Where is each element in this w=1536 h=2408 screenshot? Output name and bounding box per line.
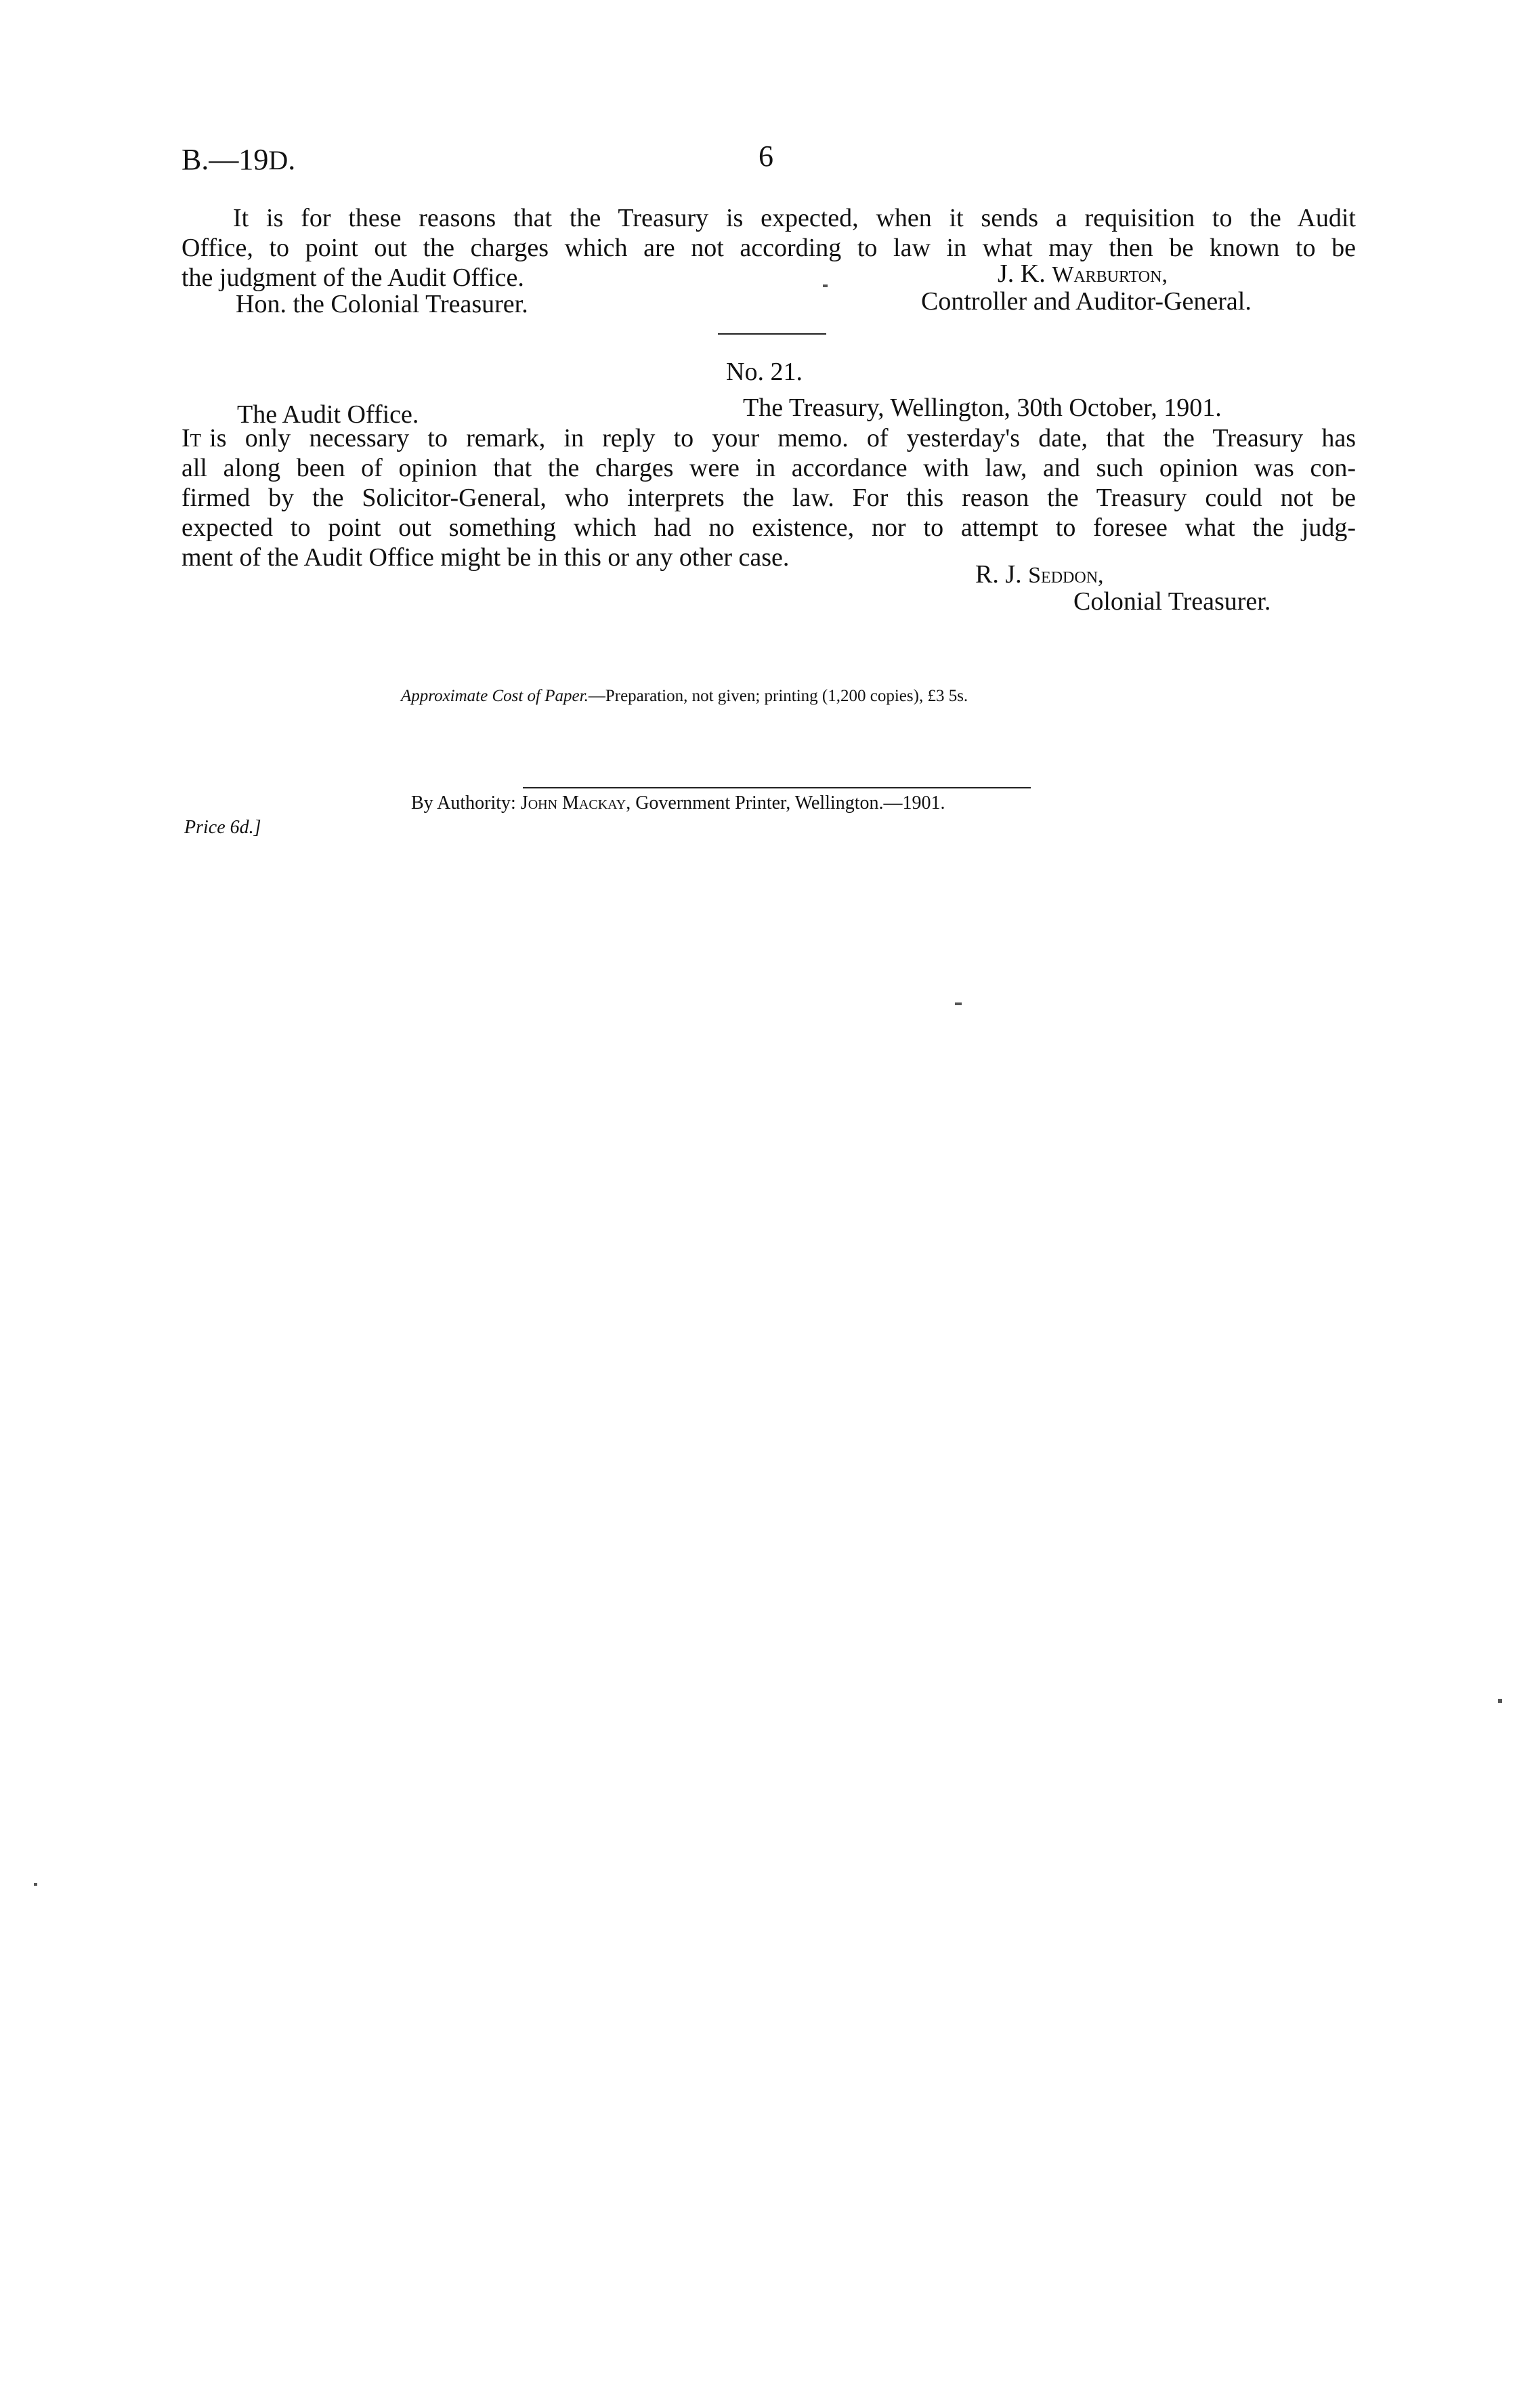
- authority-prefix: By Authority:: [411, 793, 516, 814]
- cost-label: Approximate Cost of Paper.: [401, 687, 589, 705]
- memo21-line-5: ment of the Audit Office might be in this or any other case.: [182, 543, 790, 572]
- memo21-number: No. 21.: [726, 358, 803, 386]
- memo21-signatory-title: Colonial Treasurer.: [1073, 587, 1271, 616]
- memo20-signatory: [998, 259, 1168, 289]
- cost-text: —Preparation, not given; printing (1,200 copies), £3 5s.: [588, 687, 968, 705]
- scan-speck: [34, 1883, 37, 1886]
- scan-speck: [1498, 1699, 1502, 1703]
- memo21-line-4: expected to point out something which had no existence, nor to attempt to foresee what the judg-: [182, 513, 1356, 542]
- memo21-first-word: It: [182, 424, 202, 452]
- footer-rule: [523, 787, 1031, 788]
- memo21-signatory-initials: R. J.: [975, 560, 1022, 589]
- memo20-line-3: the judgment of the Audit Office.: [182, 263, 524, 292]
- page-number: 6: [759, 140, 773, 173]
- memo21-signatory: [975, 559, 1104, 589]
- memo20-line-1: It is for these reasons that the Treasury is expected, when it sends a requisition to the Audit: [233, 204, 1356, 232]
- memo20-signatory-title: Controller and Auditor-General.: [921, 287, 1252, 316]
- price-note: Price 6d.]: [184, 817, 261, 838]
- scan-speck: [823, 284, 828, 287]
- memo21-line-1: [182, 423, 1356, 453]
- printer-name: John Mackay,: [520, 793, 631, 814]
- section-divider: [718, 333, 826, 335]
- memo21-line-3: firmed by the Solicitor-General, who interprets the law. For this reason the Treasury could not be: [182, 484, 1356, 512]
- memo20-addressee: Hon. the Colonial Treasurer.: [236, 290, 528, 318]
- memo21-line-2: all along been of opinion that the charges were in accordance with law, and such opinion was con-: [182, 454, 1356, 482]
- scan-speck: [955, 1002, 962, 1005]
- document-reference: [182, 142, 295, 177]
- printer-text: Government Printer, Wellington.—1901.: [635, 793, 945, 814]
- memo21-line-1-text: is only necessary to remark, in reply to your memo. of yesterday's date, that the Treasury has: [209, 424, 1356, 452]
- memo20-signatory-name: Warburton,: [1052, 262, 1168, 287]
- printer-authority: [411, 793, 945, 814]
- memo21-from-date: The Treasury, Wellington, 30th October, 1901.: [743, 394, 1222, 422]
- memo21-signatory-name: Seddon,: [1028, 563, 1104, 588]
- reference-suffix: D: [268, 145, 289, 175]
- memo21-addressee: The Audit Office.: [237, 400, 419, 429]
- reference-prefix: B.—19: [182, 143, 269, 176]
- memo20-signatory-initials: J. K.: [998, 259, 1046, 288]
- cost-of-paper-note: [401, 687, 968, 706]
- reference-dot: .: [288, 143, 296, 176]
- memo20-line-2: Office, to point out the charges which are not according to law in what may then be known to be: [182, 234, 1356, 262]
